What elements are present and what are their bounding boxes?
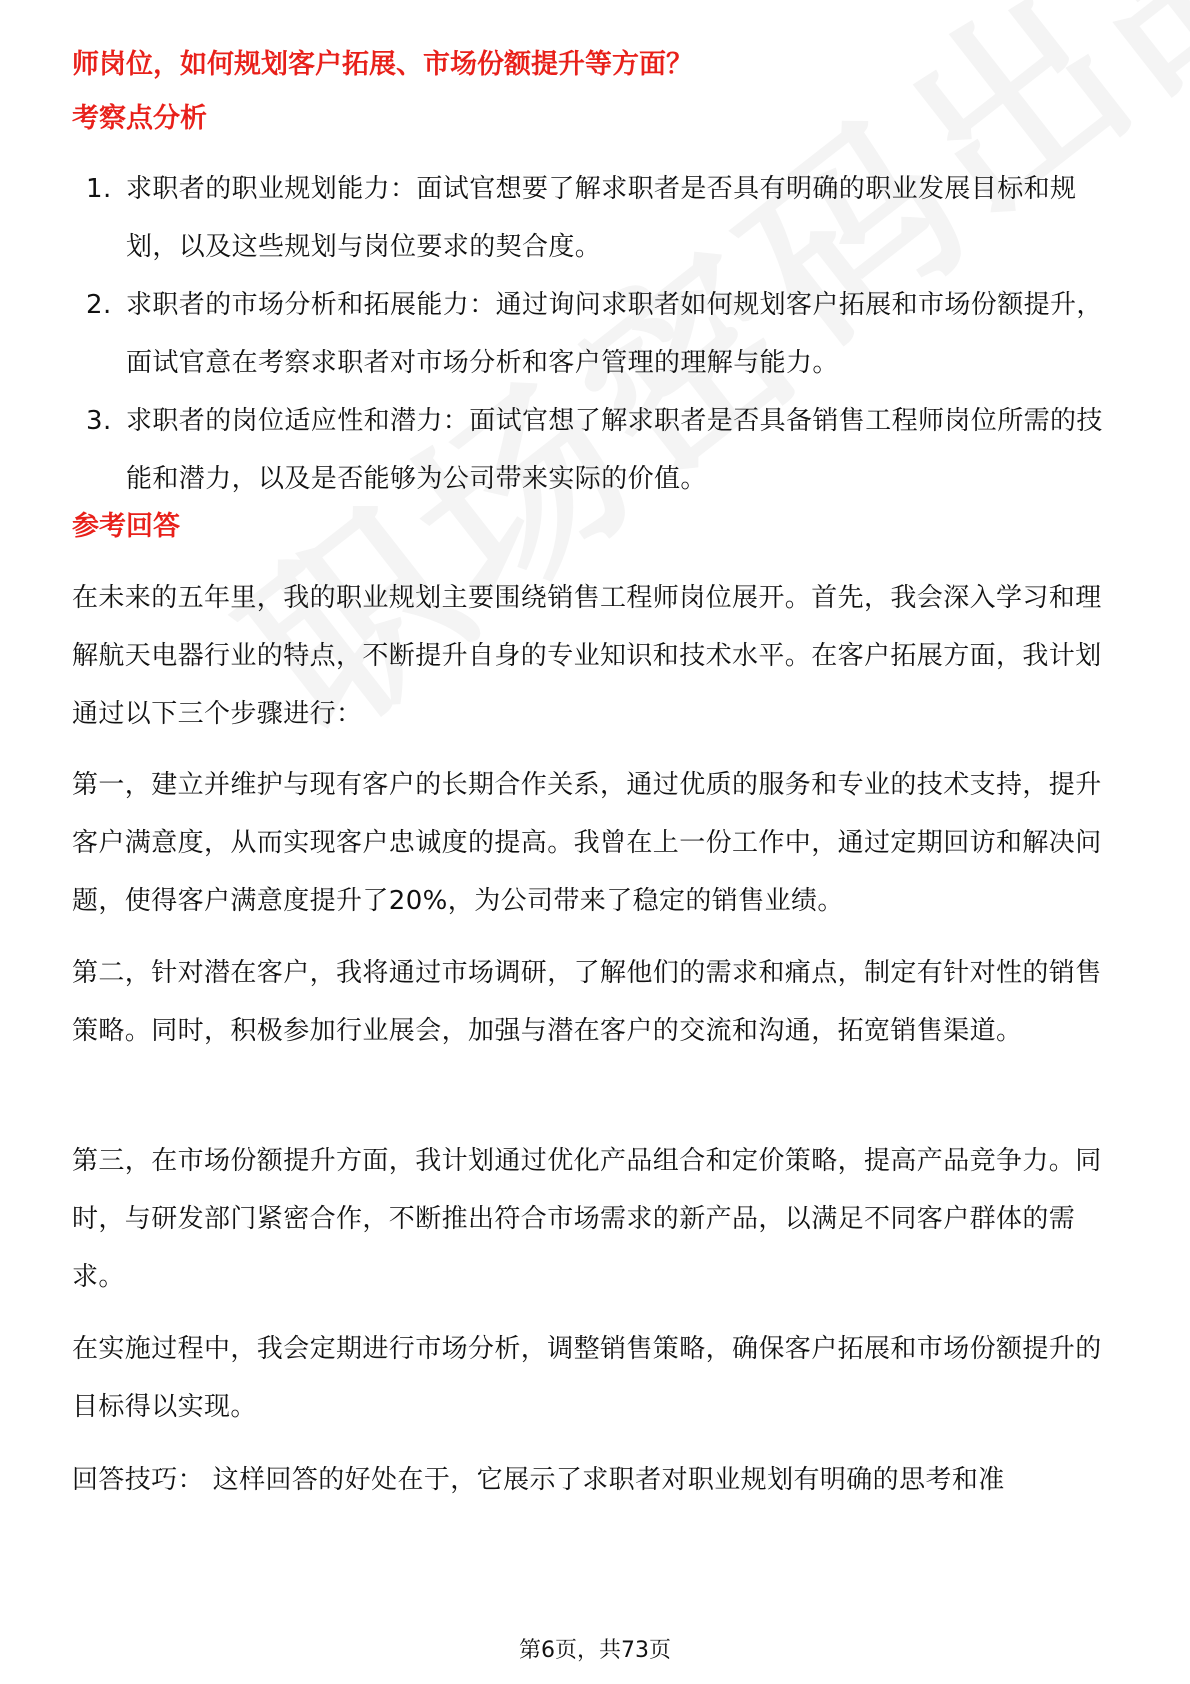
analysis-list xyxy=(72,160,1122,508)
answer-paragraph: 第二，针对潜在客户，我将通过市场调研，了解他们的需求和痛点，制定有针对性的销售策略。同时，积极参加行业展会，加强与潜在客户的交流和沟通，拓宽销售渠道。 xyxy=(72,958,1102,1046)
analysis-heading: 考察点分析 xyxy=(72,103,207,134)
page-footer: 第6页，共73页 xyxy=(519,1638,671,1663)
answer-paragraph: 在实施过程中，我会定期进行市场分析，调整销售策略，确保客户拓展和市场份额提升的目标得以实现。 xyxy=(72,1334,1102,1422)
answer-paragraph: 第一，建立并维护与现有客户的长期合作关系，通过优质的服务和专业的技术支持，提升客户满意度，从而实现客户忠诚度的提高。我曾在上一份工作中，通过定期回访和解决问题，使得客户满意度提升了20%，为公司带来了稳定的销售业绩。 xyxy=(72,770,1102,916)
analysis-item-text: 求职者的职业规划能力：面试官想要了解求职者是否具有明确的职业发展目标和规划，以及这些规划与岗位要求的契合度。 xyxy=(126,174,1077,262)
analysis-item-text: 求职者的岗位适应性和潜力：面试官想了解求职者是否具备销售工程师岗位所需的技能和潜力，以及是否能够为公司带来实际的价值。 xyxy=(126,406,1103,494)
analysis-item-number: 2. xyxy=(86,290,112,320)
answer-heading: 参考回答 xyxy=(72,511,180,542)
answer-paragraph: 第三，在市场份额提升方面，我计划通过优化产品组合和定价策略，提高产品竞争力。同时，与研发部门紧密合作，不断推出符合市场需求的新产品，以满足不同客户群体的需求。 xyxy=(72,1146,1102,1292)
answer-paragraph: 在未来的五年里，我的职业规划主要围绕销售工程师岗位展开。首先，我会深入学习和理解航天电器行业的特点，不断提升自身的专业知识和技术水平。在客户拓展方面，我计划通过以下三个步骤进行： xyxy=(72,583,1102,729)
analysis-item xyxy=(72,160,1122,276)
analysis-item-number: 3. xyxy=(86,406,112,436)
analysis-item-number: 1. xyxy=(86,174,112,204)
answer-tips: 回答技巧： 这样回答的好处在于，它展示了求职者对职业规划有明确的思考和准 xyxy=(72,1465,1005,1495)
question-tail: 师岗位，如何规划客户拓展、市场份额提升等方面？ xyxy=(72,49,693,80)
analysis-item xyxy=(72,392,1122,508)
analysis-item xyxy=(72,276,1122,392)
analysis-item-text: 求职者的市场分析和拓展能力：通过询问求职者如何规划客户拓展和市场份额提升，面试官意在考察求职者对市场分析和客户管理的理解与能力。 xyxy=(126,290,1103,378)
